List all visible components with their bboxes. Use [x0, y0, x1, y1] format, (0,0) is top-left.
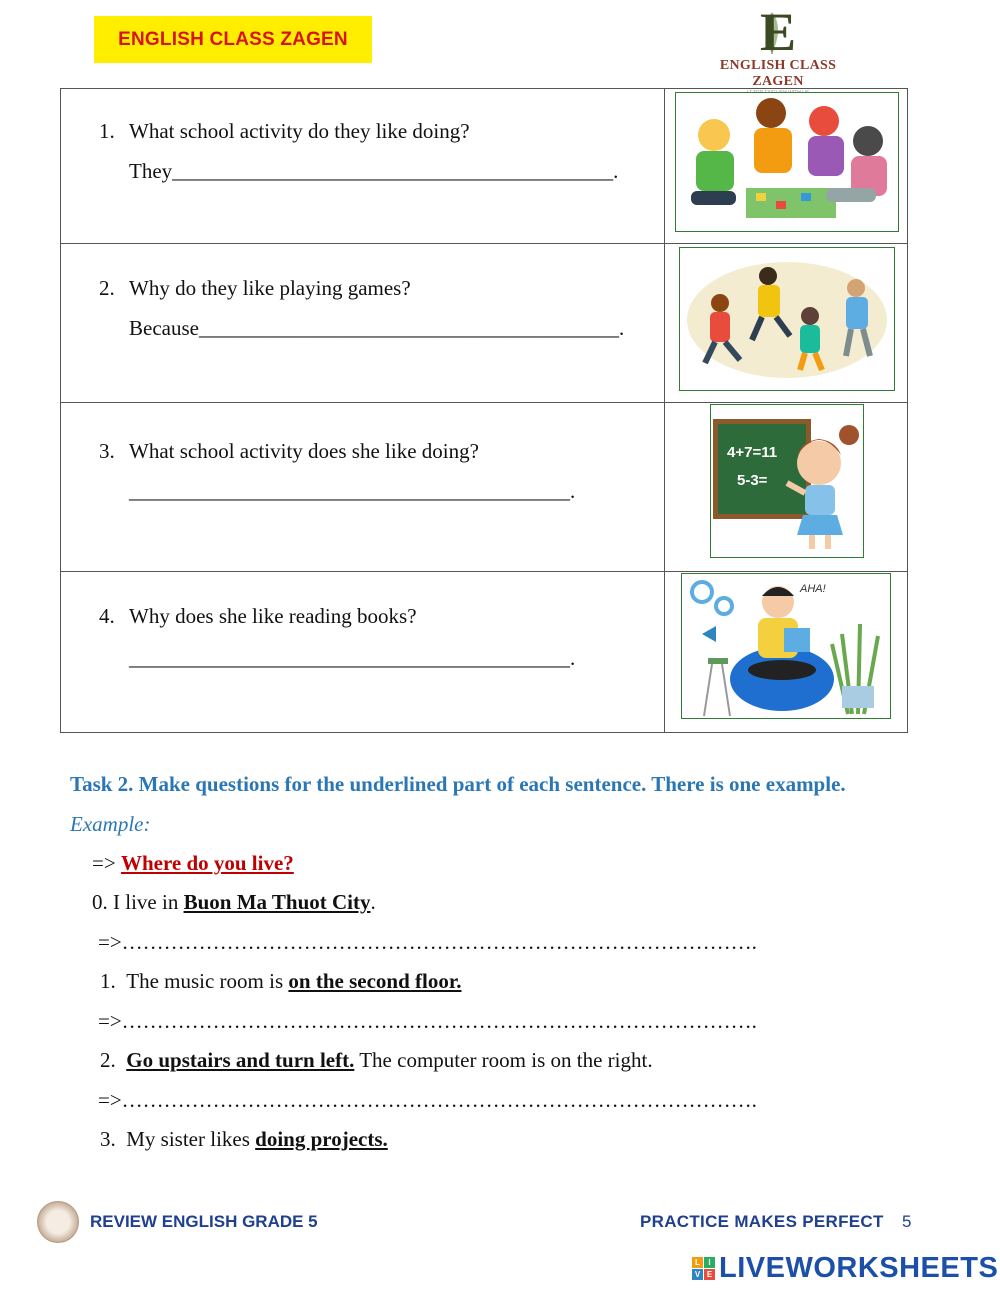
image-cell [665, 572, 908, 733]
table-row [61, 403, 908, 572]
page-number: 5 [902, 1212, 912, 1231]
example-answer: Where do you live? [120, 851, 294, 875]
answer-dots-line[interactable]: =>………………………………………………………………………………. [98, 930, 757, 954]
footer-right-text: PRACTICE MAKES PERFECT [640, 1212, 884, 1231]
header-banner-text: ENGLISH CLASS ZAGEN [118, 28, 348, 50]
logo-name: ENGLISH CLASS ZAGEN [719, 58, 837, 89]
answer-line[interactable]: They__________________________________________. [129, 159, 619, 183]
girl-maths-board-image [710, 404, 864, 558]
badge-letter: I [704, 1257, 715, 1268]
children-jumping-image [679, 247, 895, 391]
question-table [60, 88, 908, 733]
example-answer-row [92, 851, 294, 876]
question-number: 1. [99, 119, 115, 143]
item-number: 2. [100, 1048, 116, 1072]
example-underlined: Buon Ma Thuot City [183, 890, 371, 914]
item-underlined: on the second floor. [288, 969, 462, 993]
question-cell [61, 244, 665, 403]
example-sentence [92, 890, 376, 915]
answer-line[interactable]: __________________________________________. [129, 646, 576, 670]
image-cell [665, 244, 908, 403]
item-post: The computer room is on the right. [354, 1048, 653, 1072]
task2-item-2 [100, 1048, 653, 1073]
question-text: What school activity do they like doing? [129, 119, 470, 143]
liveworksheets-logo-icon [692, 1257, 715, 1280]
boy-reading-image [681, 573, 891, 719]
table-row [61, 572, 908, 733]
liveworksheets-text: LIVEWORKSHEETS [719, 1252, 999, 1284]
item-pre: My sister likes [126, 1127, 256, 1151]
question-cell [61, 403, 665, 572]
item-pre: The music room is [126, 969, 289, 993]
item-number: 3. [100, 1127, 116, 1151]
question-cell [61, 89, 665, 244]
question-cell [61, 572, 665, 733]
example-label: Example: [70, 812, 151, 836]
task2-item-3 [100, 1127, 388, 1152]
svg-text:4+7=11: 4+7=11 [727, 444, 778, 461]
header-banner [94, 16, 372, 63]
example-sentence-pre: 0. I live in [92, 890, 184, 914]
answer-line[interactable]: __________________________________________. [129, 479, 576, 503]
badge-letter: L [692, 1257, 703, 1268]
children-board-game-image [675, 92, 899, 232]
school-seal-icon [37, 1201, 79, 1243]
answer-line[interactable]: Because________________________________________. [129, 316, 625, 340]
item-underlined: doing projects. [255, 1127, 388, 1151]
svg-text:AHA!: AHA! [800, 583, 826, 595]
question-text: Why do they like playing games? [129, 276, 411, 300]
question-text: What school activity does she like doing? [129, 439, 479, 463]
item-underlined: Go upstairs and turn left. [126, 1048, 355, 1072]
svg-text:5-3=: 5-3= [737, 472, 768, 489]
badge-letter: E [704, 1269, 715, 1280]
image-cell [665, 89, 908, 244]
question-number: 3. [99, 439, 115, 463]
badge-letter: V [692, 1269, 703, 1280]
answer-dots-line[interactable]: =>………………………………………………………………………………. [98, 1088, 757, 1112]
footer-left-text: REVIEW ENGLISH GRADE 5 [90, 1212, 318, 1231]
example-sentence-post: . [370, 890, 376, 914]
arrow: => [92, 851, 116, 875]
question-text: Why does she like reading books? [129, 604, 417, 628]
logo-letter: E [759, 2, 797, 62]
item-number: 1. [100, 969, 116, 993]
liveworksheets-brand[interactable] [692, 1252, 998, 1285]
logo [700, 2, 856, 89]
image-cell [665, 403, 908, 572]
table-row [61, 244, 908, 403]
question-number: 2. [99, 276, 115, 300]
table-row [61, 89, 908, 244]
question-number: 4. [99, 604, 115, 628]
task2-item-1 [100, 969, 461, 994]
answer-dots-line[interactable]: =>………………………………………………………………………………. [98, 1009, 757, 1033]
task2-title: Task 2. Make questions for the underlined part of each sentence. There is one example. [70, 772, 846, 796]
